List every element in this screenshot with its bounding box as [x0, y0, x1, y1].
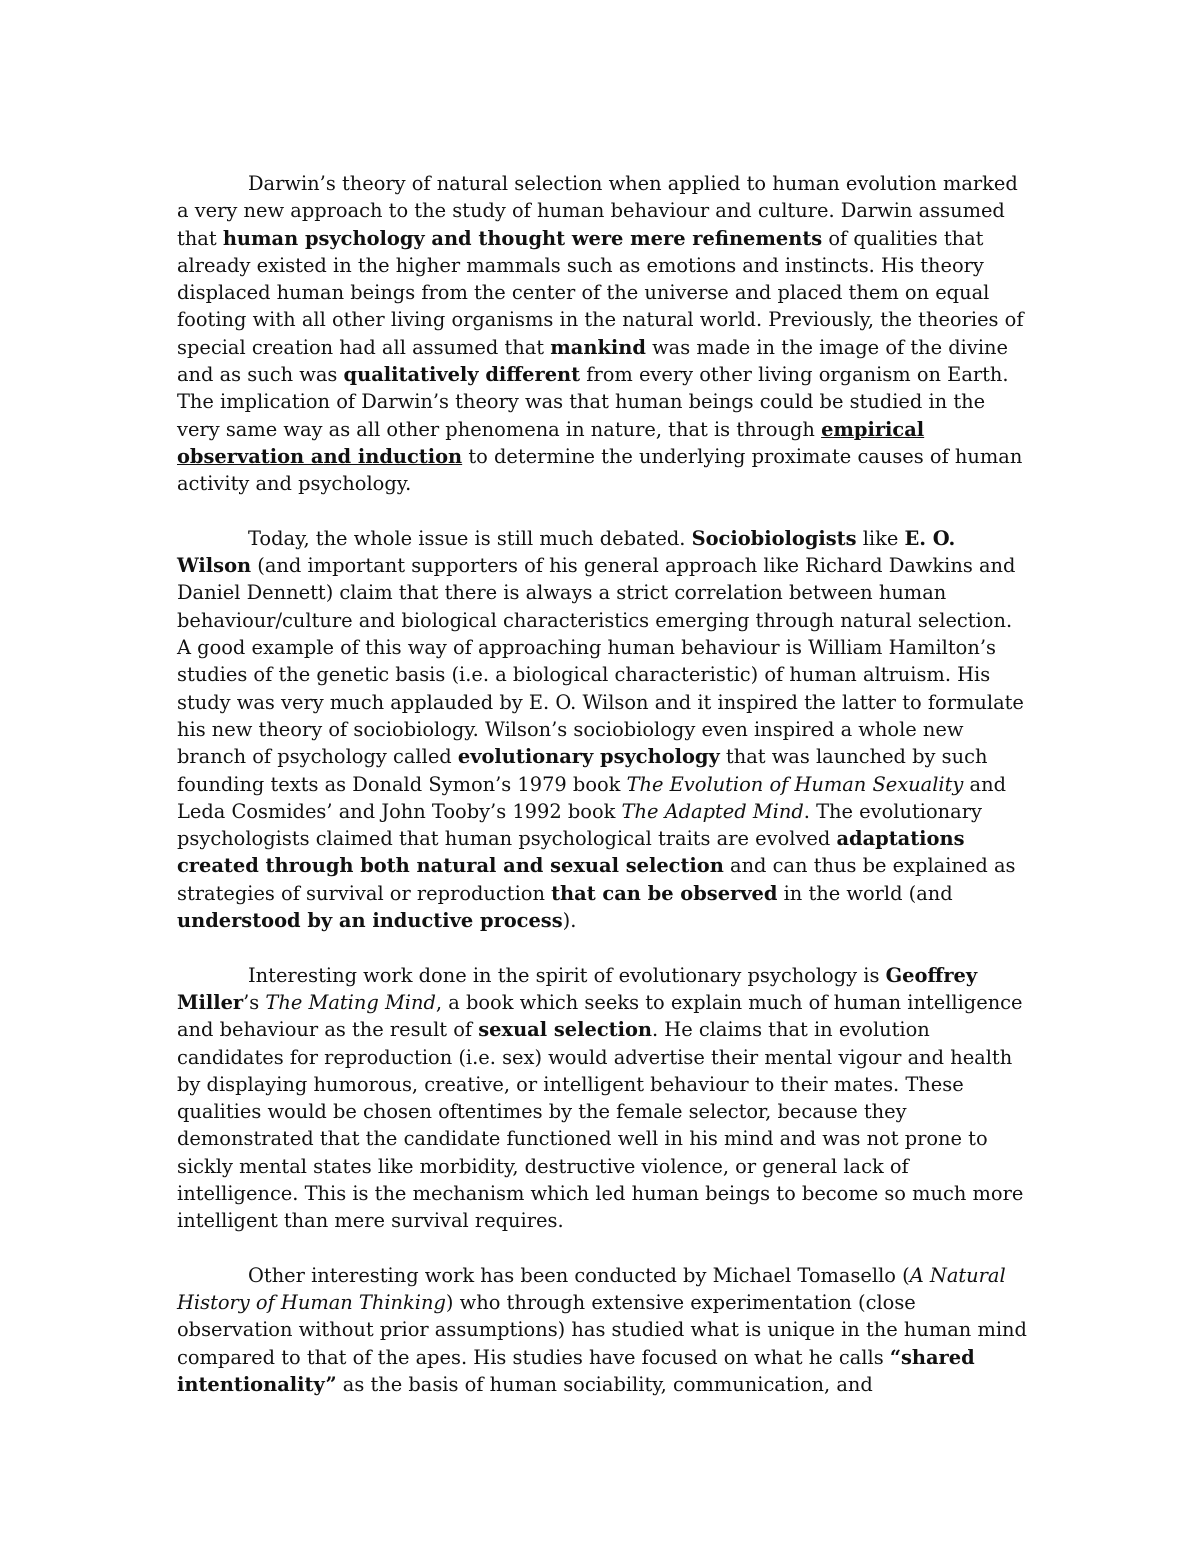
text-run: Other interesting work has been conducted by Michael Tomasello (: [248, 1263, 910, 1287]
text-run: to determine the underlying proximate causes of human activity and psychology.: [177, 444, 1023, 496]
bold-text: sexual selection: [478, 1018, 652, 1042]
text-run: of qualities that already existed in the higher mammals such as emotions and instincts. His theory displaced human beings from the center of the universe and placed them on equal footing with all other living organisms in the natural world. Previously, the theories of special creation had all assumed that: [177, 226, 1024, 359]
text-run: as the basis of human sociability, communication, and: [336, 1373, 873, 1397]
bold-text: evolutionary psychology: [457, 745, 720, 769]
text-run: , a book which seeks to explain much of human intelligence and behaviour as the result of: [177, 990, 1023, 1042]
bold-text: mankind: [550, 335, 646, 359]
document-body: [177, 170, 1027, 1398]
text-run: and Leda Cosmides’ and John Tooby’s 1992 book: [177, 772, 1006, 823]
italic-title: A Natural History of Human Thinking: [177, 1263, 1006, 1315]
paragraph-tomasello: [177, 1262, 1027, 1398]
bold-underlined-text: empirical observation and induction: [177, 417, 925, 468]
text-run: like: [856, 526, 905, 550]
bold-text: “shared intentionality”: [177, 1345, 975, 1397]
text-run: in the world (and: [777, 881, 953, 905]
text-run: was made in the image of the divine and as such was: [177, 335, 1008, 387]
paragraph-darwin-theory: [177, 170, 1027, 498]
text-run: from every other living organism on Earth. The implication of Darwin’s theory was that human beings could be studied in the very same way as all other phenomena in nature, that is through: [177, 363, 1009, 441]
text-run: and can thus be explained as strategies of survival or reproduction: [177, 854, 1016, 905]
text-run: Interesting work done in the spirit of evolutionary psychology is: [248, 963, 886, 987]
text-run: ) who through extensive experimentation (close observation without prior assumptions) has studied what is unique in the human mind compared to that of the apes. His studies have focused on what he calls: [177, 1291, 1027, 1369]
bold-text: adaptations created through both natural and sexual selection: [177, 827, 965, 878]
text-run: ’s: [243, 990, 266, 1014]
bold-text: human psychology and thought were mere refinements: [222, 226, 823, 250]
text-run: ).: [562, 909, 577, 933]
italic-title: The Adapted Mind: [621, 799, 804, 823]
bold-text: that can be observed: [551, 881, 778, 905]
bold-text: qualitatively different: [343, 363, 581, 387]
bold-text: E. O. Wilson: [177, 526, 956, 578]
bold-text: Sociobiologists: [691, 526, 857, 550]
text-run: Darwin’s theory of natural selection when applied to human evolution marked a very new approach to the study of human behaviour and culture. Darwin assumed that: [177, 172, 1018, 250]
text-run: that was launched by such founding texts as Donald Symon’s 1979 book: [177, 745, 988, 796]
italic-title: The Evolution of Human Sexuality: [626, 772, 964, 796]
paragraph-mating-mind: [177, 962, 1027, 1235]
text-run: Today, the whole issue is still much debated.: [248, 526, 692, 550]
bold-text: Geoffrey Miller: [177, 963, 978, 1014]
text-run: (and important supporters of his general approach like Richard Dawkins and Daniel Dennett) claim that there is always a strict correlation between human behaviour/culture and biological characteristics emerging through natural selection. A good example of this way of approaching human behaviour is William Hamilton’s studies of the genetic basis (i.e. a biological characteristic) of human altruism. His study was very much applauded by E. O. Wilson and it inspired the latter to formulate his new theory of sociobiology. Wilson’s sociobiology even inspired a whole new branch of psychology called: [177, 554, 1024, 769]
text-run: . The evolutionary psychologists claimed that human psychological traits are evolved: [177, 799, 982, 851]
bold-text: understood by an inductive process: [177, 909, 563, 933]
text-run: . He claims that in evolution candidates for reproduction (i.e. sex) would advertise their mental vigour and health by displaying humorous, creative, or intelligent behaviour to their mates. These qualities would be chosen oftentimes by the female selector, because they demonstrated that the candidate functioned well in his mind and was not prone to sickly mental states like morbidity, destructive violence, or general lack of intelligence. This is the mechanism which led human beings to become so much more intelligent than mere survival requires.: [177, 1018, 1024, 1233]
paragraph-sociobiology-debate: [177, 525, 1027, 934]
italic-title: The Mating Mind: [265, 990, 436, 1014]
